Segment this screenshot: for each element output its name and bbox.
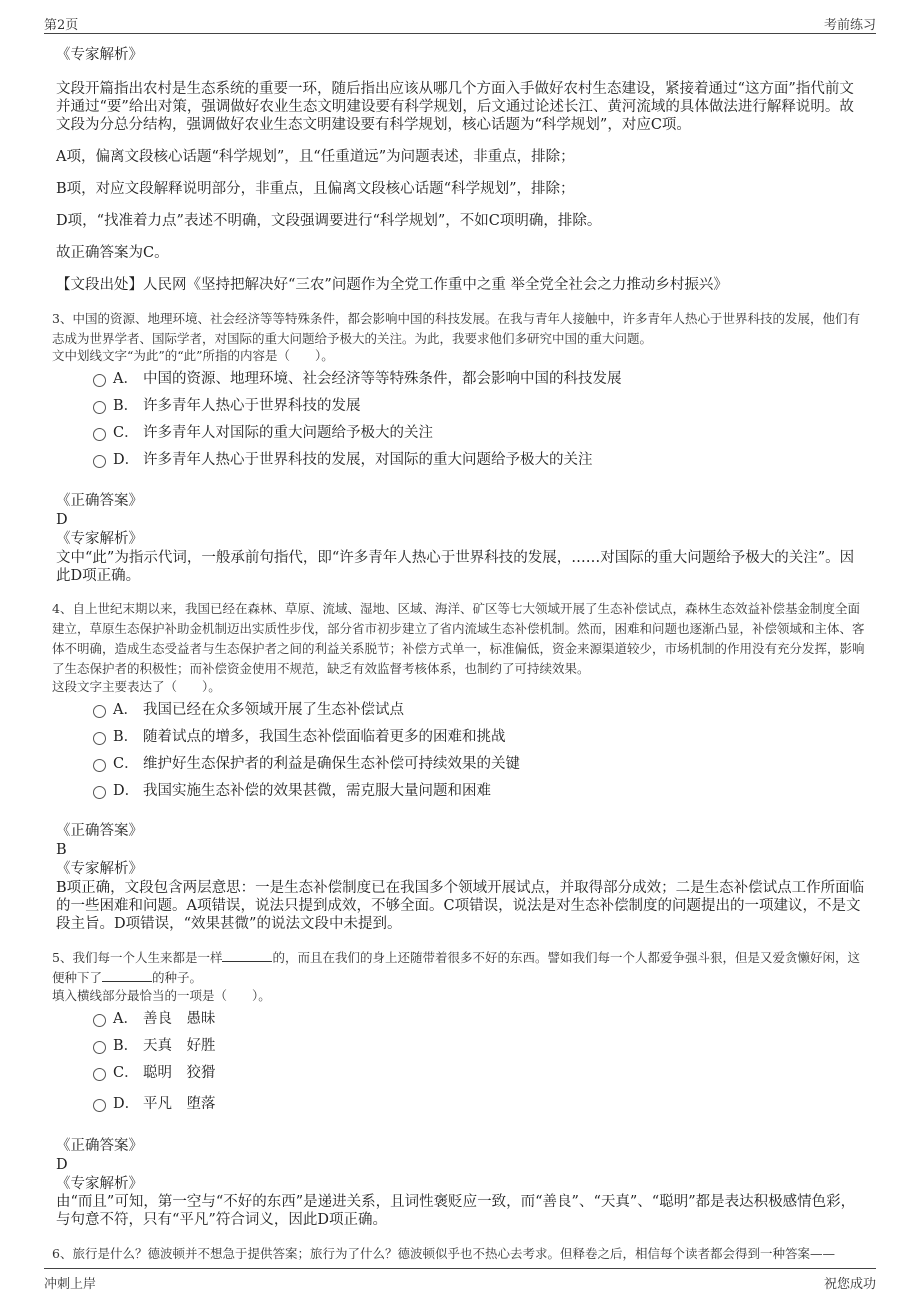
radio-icon[interactable] [93,1014,106,1027]
option-key: D． [113,783,140,799]
expert-label: 《专家解析》 [56,1176,143,1192]
page-number: 第2页 [44,18,79,33]
q4-stem: 4、自上世纪末期以来，我国已经在森林、草原、流域、湿地、区域、海洋、矿区等七大领域开展了生态补偿试点，森林生态效益补偿基金制度全面建立，草原生态保护补助金机制迈出实质性步伐，部分省市初步建立了省内流域生态补偿机制。然而，困难和问题也逐渐凸显，补偿领域和主体、客体不明确，造成生态受益者与生态保护者之间的利益关系脱节；补偿方式单一，标准偏低，资金来源渠道较少，市场机制的作用没有充分发挥，影响了生态保护者的积极性；而补偿资金使用不规范，缺乏有效监督考核体系，也制约了可持续效果。 [52,601,865,676]
footer-right-text: 祝您成功 [823,1277,876,1292]
q3-option-a[interactable] [93,368,853,390]
option-key: D． [113,1096,140,1112]
q3-stem: 3、中国的资源、地理环境、社会经济等等特殊条件，都会影响中国的科技发展。在我与青年人接触中，许多青年人热心于世界科技的发展，他们有志成为世界学者、国际学者，对国际的重大问题给予极大的关注。为此，我要求他们多研究中国的重大问题。 [52,311,860,346]
expert-label: 《专家解析》 [56,861,143,877]
q4-question: 这段文字主要表达了（ ）。 [52,679,221,694]
radio-icon[interactable] [93,374,106,387]
option-text: 我国已经在众多领域开展了生态补偿试点 [143,702,404,718]
q5-stem [52,948,868,988]
q2-option-a-note: A项，偏离文段核心话题“科学规划”，且“任重道远”为问题表述，非重点，排除； [56,149,575,165]
option-text: 中国的资源、地理环境、社会经济等等特殊条件，都会影响中国的科技发展 [143,371,622,387]
header-title: 考前练习 [823,18,876,33]
option-key: C． [113,425,139,441]
q2-option-d-note: D项，“找准着力点”表述不明确，文段强调要进行“科学规划”，不如C项明确，排除。 [56,213,602,229]
q4-option-b[interactable] [93,726,853,748]
page-header [44,12,876,34]
q5-option-a[interactable] [93,1008,853,1030]
q3-option-b[interactable] [93,395,853,417]
footer-left-text: 冲刺上岸 [44,1277,97,1292]
expert-label: 《专家解析》 [56,531,143,547]
option-key: B． [113,729,139,745]
q4-analysis: B项正确，文段包含两层意思：一是生态补偿制度已在我国多个领域开展试点，并取得部分成效；二是生态补偿试点工作所面临的一些困难和问题。A项错误，说法只提到成效，不够全面。C项错误，说法是对生态补偿制度的问题提出的一项建议，不是文段主旨。D项错误，“效果甚微”的说法文段中未提到。 [56,880,865,932]
radio-icon[interactable] [93,705,106,718]
option-key: C． [113,756,139,772]
q4-option-a[interactable] [93,699,853,721]
q3-option-c[interactable] [93,422,853,444]
option-text: 许多青年人热心于世界科技的发展，对国际的重大问题给予极大的关注 [143,452,593,468]
q3-answer: D [56,512,68,528]
option-key: A． [113,1011,138,1027]
fill-blank-1 [222,948,272,962]
radio-icon[interactable] [93,455,106,468]
option-text: 随着试点的增多，我国生态补偿面临着更多的困难和挑战 [143,729,506,745]
option-text: 许多青年人热心于世界科技的发展 [143,398,361,414]
radio-icon[interactable] [93,1099,106,1112]
q5-stem-part-2: 的，而且在我们的身上还随带着很多不好的东西。譬如我们每一个人都爱争强斗狠，但是又爱贪懒好闲，这便种下了 [52,950,860,985]
q3-question: 文中划线文字“为此”的“此”所指的内容是（ ）。 [52,348,334,363]
option-text: 许多青年人对国际的重大问题给予极大的关注 [143,425,433,441]
option-key: A． [113,371,138,387]
page-footer [44,1268,876,1290]
q5-stem-part-3: 的种子。 [152,970,203,985]
answer-label: 《正确答案》 [56,1138,143,1154]
q3-analysis: 文中“此”为指示代词，一般承前句指代，即“许多青年人热心于世界科技的发展，……对国际的重大问题给予极大的关注”。因此D项正确。 [56,550,855,584]
q2-option-b-note: B项，对应文段解释说明部分，非重点，且偏离文段核心话题“科学规划”，排除； [56,181,575,197]
q5-stem-part-1: 5、我们每一个人生来都是一样 [52,950,223,965]
option-text: 善良 愚昧 [143,1011,216,1027]
option-text: 维护好生态保护者的利益是确保生态补偿可持续效果的关键 [143,756,520,772]
q5-analysis: 由“而且”可知，第一空与“不好的东西”是递进关系，且词性褒贬应一致，而“善良”、“天真”、“聪明”都是表达积极感情色彩，与句意不符，只有“平凡”符合词义，因此D项正确。 [56,1194,856,1228]
option-text: 我国实施生态补偿的效果甚微，需克服大量问题和困难 [143,783,491,799]
radio-icon[interactable] [93,1068,106,1081]
option-text: 天真 好胜 [143,1038,216,1054]
radio-icon[interactable] [93,428,106,441]
radio-icon[interactable] [93,759,106,772]
answer-label: 《正确答案》 [56,823,143,839]
q5-option-c[interactable] [93,1062,853,1084]
expert-label: 《专家解析》 [56,47,143,63]
q4-option-d[interactable] [93,780,853,802]
option-key: C． [113,1065,139,1081]
option-text: 聪明 狡猾 [143,1065,216,1081]
q5-option-d[interactable] [93,1093,853,1115]
radio-icon[interactable] [93,732,106,745]
q5-answer: D [56,1157,68,1173]
q6-stem: 6、旅行是什么？德波顿并不想急于提供答案；旅行为了什么？德波顿似乎也不热心去考求。但释卷之后，相信每个读者都会得到一种答案—— [52,1246,835,1261]
q2-source: 【文段出处】人民网《坚持把解决好“三农”问题作为全党工作重中之重 举全党全社会之力推动乡村振兴》 [56,277,728,293]
q5-option-b[interactable] [93,1035,853,1057]
option-key: B． [113,1038,139,1054]
q5-question: 填入横线部分最恰当的一项是（ ）。 [52,988,271,1003]
q3-option-d[interactable] [93,449,853,471]
radio-icon[interactable] [93,786,106,799]
option-text: 平凡 堕落 [143,1096,216,1112]
q2-conclusion: 故正确答案为C。 [56,245,169,261]
option-key: B． [113,398,139,414]
q4-answer: B [56,842,67,858]
radio-icon[interactable] [93,1041,106,1054]
fill-blank-2 [102,968,152,982]
answer-label: 《正确答案》 [56,493,143,509]
q2-analysis: 文段开篇指出农村是生态系统的重要一环，随后指出应该从哪几个方面入手做好农村生态建设，紧接着通过“这方面”指代前文并通过“要”给出对策，强调做好农业生态文明建设要有科学规划，后文通过论述长江、黄河流域的具体做法进行解释说明。故文段为分总分结构，强调做好农业生态文明建设要有科学规划，核心话题为“科学规划”，对应C项。 [56,81,854,133]
radio-icon[interactable] [93,401,106,414]
option-key: A． [113,702,138,718]
option-key: D． [113,452,140,468]
q4-option-c[interactable] [93,753,853,775]
